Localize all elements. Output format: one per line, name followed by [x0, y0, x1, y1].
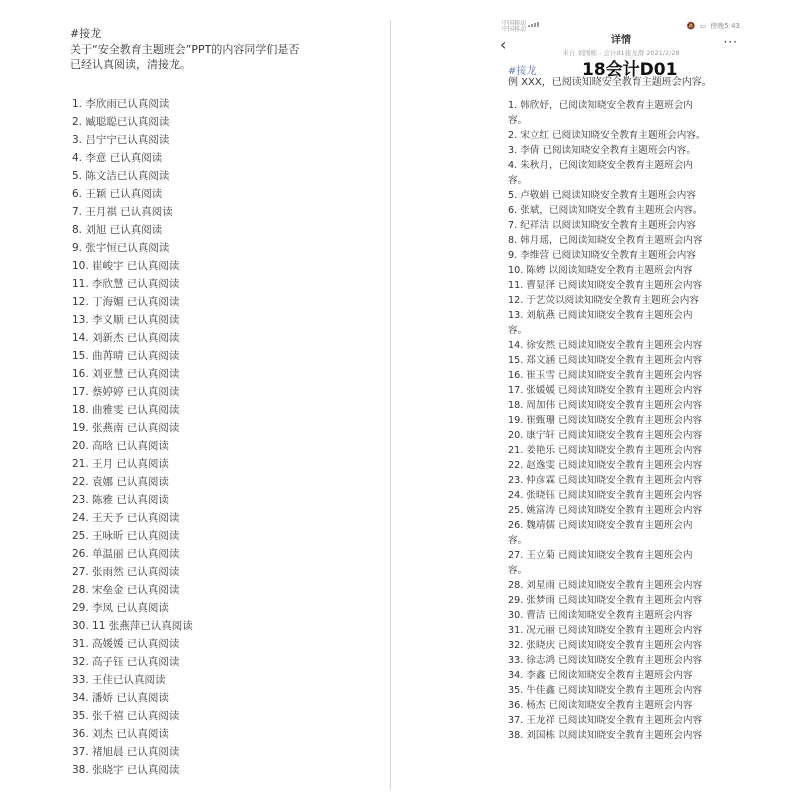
list-item: 容。	[508, 115, 528, 126]
list-item: 20. 康宁轩 已阅读知晓安全教育主题班会内容	[508, 430, 703, 441]
nav-title: 详情	[611, 35, 631, 46]
list-item: 14. 徐安然 已阅读知晓安全教育主题班会内容	[508, 340, 703, 351]
list-item: 31. 高媛媛 已认真阅读	[72, 638, 180, 650]
list-item: 12. 丁海媚 已认真阅读	[72, 296, 180, 308]
list-item: 17. 张媛媛 已阅读知晓安全教育主题班会内容	[508, 385, 703, 396]
list-item: 3. 吕宁宁已认真阅读	[72, 134, 170, 146]
list-item: 7. 王月祺 已认真阅读	[72, 206, 173, 218]
chevron-left-icon[interactable]: ‹	[500, 35, 507, 54]
list-item: 容。	[508, 535, 528, 546]
clock-text: 傍晚5:43	[710, 22, 740, 30]
list-item: 32. 高子钰 已认真阅读	[72, 656, 180, 668]
list-item: 27. 张雨然 已认真阅读	[72, 566, 180, 578]
tag-row	[498, 56, 744, 80]
nav-bar	[498, 34, 744, 54]
list-item: 9. 李维营 已阅读知晓安全教育主题班会内容	[508, 250, 696, 261]
list-item: 32. 张晓庆 已阅读知晓安全教育主题班会内容	[508, 640, 703, 651]
list-item: 38. 刘国栋 以阅读知晓安全教育主题班会内容	[508, 730, 703, 741]
more-icon[interactable]: ···	[723, 35, 738, 49]
list-item: 26. 单温丽 已认真阅读	[72, 548, 180, 560]
list-item: 23. 仲彦霖 已阅读知晓安全教育主题班会内容	[508, 475, 703, 486]
list-item: 37. 王龙祥 已阅读知晓安全教育主题班会内容	[508, 715, 703, 726]
list-item: 31. 况元丽 已阅读知晓安全教育主题班会内容	[508, 625, 703, 636]
list-item: 12. 于艺荧以阅读知晓安全教育主题班会内容	[508, 295, 699, 306]
list-item: 23. 陈雅 已认真阅读	[72, 494, 169, 506]
list-item: 6. 张斌，已阅读知晓安全教育主题班会内容。	[508, 205, 703, 216]
list-item: 10. 崔峻宇 已认真阅读	[72, 260, 180, 272]
list-item: 8. 韩月瑶，已阅读知晓安全教育主题班会内容	[508, 235, 703, 246]
list-item: 13. 李义顺 已认真阅读	[72, 314, 180, 326]
list-item: 1. 李欣雨已认真阅读	[72, 98, 170, 110]
list-item: 38. 张晓宇 已认真阅读	[72, 764, 180, 776]
nav-subtitle: 来自 刘国栋 - 会计d1接龙群 2021/2/28	[562, 49, 680, 57]
class-title: 18会计D01	[582, 60, 678, 80]
list-item: 37. 褚旭晨 已认真阅读	[72, 746, 180, 758]
list-item: 2. 宋立红 已阅读知晓安全教育主题班会内容。	[508, 130, 706, 141]
list-item: 29. 李凤 已认真阅读	[72, 602, 169, 614]
list-item: 25. 王咏昕 已认真阅读	[72, 530, 180, 542]
left-topic-tag[interactable]: #接龙	[70, 27, 102, 40]
list-item: 30. 11 张燕萍已认真阅读	[72, 620, 193, 632]
list-item: 5. 卢敬娟 已阅读知晓安全教育主题班会内容	[508, 190, 696, 201]
left-intro-line-2: 已经认真阅读，清接龙。	[70, 58, 191, 71]
left-intro-line-1: 关于“安全教育主题班会”PPT的内容同学们是否	[70, 43, 300, 56]
right-topic-tag[interactable]: #接龙	[508, 66, 537, 77]
list-item: 21. 姜艳乐 已阅读知晓安全教育主题班会内容	[508, 445, 703, 456]
list-item: 16. 刘亚慧 已认真阅读	[72, 368, 180, 380]
status-right	[687, 22, 740, 30]
list-item: 18. 曲雅雯 已认真阅读	[72, 404, 180, 416]
list-item: 19. 张燕南 已认真阅读	[72, 422, 180, 434]
status-bar	[498, 20, 744, 34]
list-item: 8. 刘旭 已认真阅读	[72, 224, 163, 236]
list-item: 5. 陈文洁已认真阅读	[72, 170, 170, 182]
list-item: 28. 刘星雨 已阅读知晓安全教育主题班会内容	[508, 580, 703, 591]
battery-icon: ▭	[699, 22, 707, 30]
list-item: 容。	[508, 175, 528, 186]
right-signup-list	[498, 98, 744, 743]
list-item: 15. 曲苒晴 已认真阅读	[72, 350, 180, 362]
mute-icon: 🔕	[686, 22, 696, 30]
list-item: 22. 赵逸雯 已阅读知晓安全教育主题班会内容	[508, 460, 703, 471]
list-item: 4. 朱秋月，已阅读知晓安全教育主题班会内	[508, 160, 693, 171]
list-item: 17. 蔡婷婷 已认真阅读	[72, 386, 180, 398]
list-item: 7. 纪祥洁 以阅读知晓安全教育主题班会内容	[508, 220, 696, 231]
right-phone-screenshot	[498, 20, 744, 790]
list-item: 18. 周加伟 已阅读知晓安全教育主题班会内容	[508, 400, 703, 411]
list-item: 19. 崔甄珊 已阅读知晓安全教育主题班会内容	[508, 415, 703, 426]
list-item: 33. 王佳已认真阅读	[72, 674, 166, 686]
list-item: 36. 杨杰 已阅读知晓安全教育主题班会内容	[508, 700, 693, 711]
carrier-line-1: 中国移动	[502, 20, 527, 27]
list-item: 34. 李鑫 已阅读知晓安全教育主题班会内容	[508, 670, 693, 681]
list-item: 25. 姚富涛 已阅读知晓安全教育主题班会内容	[508, 505, 703, 516]
list-item: 11. 曹显泽 已阅读知晓安全教育主题班会内容	[508, 280, 703, 291]
list-item: 9. 张宇恒已认真阅读	[72, 242, 170, 254]
example-line: 例 XXX，已阅读知晓安全教育主题班会内容。	[508, 77, 712, 88]
list-item: 容。	[508, 565, 528, 576]
carrier-label	[502, 21, 526, 33]
list-item: 33. 徐志鸿 已阅读知晓安全教育主题班会内容	[508, 655, 703, 666]
list-item: 10. 陈娉 以阅读知晓安全教育主题班会内容	[508, 265, 693, 276]
list-item: 36. 刘杰 已认真阅读	[72, 728, 169, 740]
list-item: 2. 臧聪聪已认真阅读	[72, 116, 170, 128]
carrier-line-2: 中国移动	[502, 26, 527, 33]
list-item: 27. 王立菊 已阅读知晓安全教育主题班会内	[508, 550, 693, 561]
left-signup-list	[72, 95, 372, 779]
list-item: 21. 王月 已认真阅读	[72, 458, 169, 470]
list-item: 11. 李欣慧 已认真阅读	[72, 278, 180, 290]
list-item: 15. 郑文涵 已阅读知晓安全教育主题班会内容	[508, 355, 703, 366]
list-item: 35. 牛佳鑫 已阅读知晓安全教育主题班会内容	[508, 685, 703, 696]
list-item: 13. 刘航燕 已阅读知晓安全教育主题班会内	[508, 310, 693, 321]
list-item: 3. 李倩 已阅读知晓安全教育主题班会内容。	[508, 145, 696, 156]
list-item: 20. 高晗 已认真阅读	[72, 440, 169, 452]
list-item: 24. 王天予 已认真阅读	[72, 512, 180, 524]
list-item: 28. 宋垒金 已认真阅读	[72, 584, 180, 596]
list-item: 29. 张梦雨 已阅读知晓安全教育主题班会内容	[508, 595, 703, 606]
list-item: 16. 崔玉雪 已阅读知晓安全教育主题班会内容	[508, 370, 703, 381]
divider	[390, 20, 391, 790]
list-item: 14. 刘新杰 已认真阅读	[72, 332, 180, 344]
list-item: 24. 张晓钰 已阅读知晓安全教育主题班会内容	[508, 490, 703, 501]
list-item: 22. 袁娜 已认真阅读	[72, 476, 169, 488]
list-item: 34. 潘娇 已认真阅读	[72, 692, 169, 704]
list-item: 容。	[508, 325, 528, 336]
list-item: 35. 张千禧 已认真阅读	[72, 710, 180, 722]
list-item: 26. 魏靖儒 已阅读知晓安全教育主题班会内	[508, 520, 693, 531]
list-item: 4. 李意 已认真阅读	[72, 152, 163, 164]
signal-icon	[528, 22, 539, 27]
list-item: 6. 王颖 已认真阅读	[72, 188, 163, 200]
list-item: 30. 曹洁 已阅读知晓安全教育主题班会内容	[508, 610, 693, 621]
left-chat-screenshot	[0, 0, 390, 800]
list-item: 1. 韩欣妤，已阅读知晓安全教育主题班会内	[508, 100, 693, 111]
left-header	[70, 26, 370, 72]
